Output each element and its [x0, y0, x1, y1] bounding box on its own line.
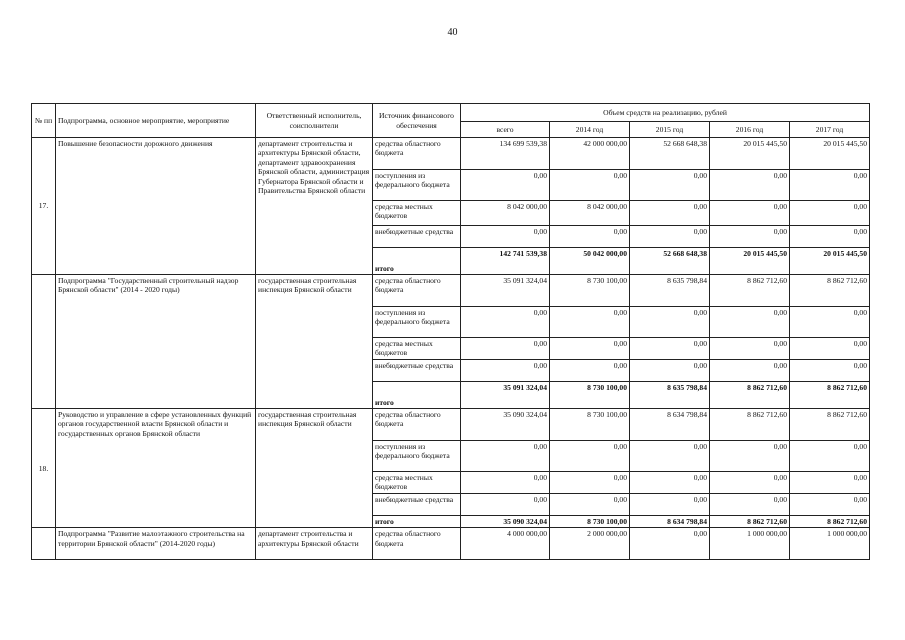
group-name: Подпрограмма "Государственный строительный надзор Брянской области" (2014 - 2020 годы): [56, 275, 256, 409]
value-y2016: 1 000 000,00: [710, 528, 790, 560]
value-total: 0,00: [461, 307, 550, 338]
value-y2015: 8 635 798,84: [630, 382, 710, 409]
value-y2015: 0,00: [630, 170, 710, 201]
value-y2014: 0,00: [550, 226, 630, 248]
value-y2014: 0,00: [550, 360, 630, 382]
source-cell: итого: [373, 516, 461, 528]
source-cell: средства областного бюджета: [373, 528, 461, 560]
header-name: Подпрограмма, основное мероприятие, мероприятие: [56, 104, 256, 138]
source-cell: средства областного бюджета: [373, 409, 461, 441]
value-y2014: 50 042 000,00: [550, 248, 630, 275]
value-y2017: 20 015 445,50: [790, 138, 870, 170]
value-total: 8 042 000,00: [461, 201, 550, 226]
page-number: 40: [447, 27, 458, 38]
value-y2017: 8 862 712,60: [790, 409, 870, 441]
value-y2016: 8 862 712,60: [710, 409, 790, 441]
value-total: 35 090 324,04: [461, 409, 550, 441]
value-y2017: 0,00: [790, 307, 870, 338]
value-y2015: 0,00: [630, 201, 710, 226]
value-y2016: 20 015 445,50: [710, 248, 790, 275]
group-number: [32, 528, 56, 560]
value-y2014: 8 730 100,00: [550, 409, 630, 441]
group-executor: государственная строительная инспекция Брянской области: [256, 409, 373, 528]
value-y2015: 0,00: [630, 338, 710, 360]
value-y2015: 8 634 798,84: [630, 516, 710, 528]
value-y2017: 8 862 712,60: [790, 275, 870, 307]
value-y2015: 0,00: [630, 494, 710, 516]
header-executor: Ответственный исполнитель, соисполнители: [256, 104, 373, 138]
value-y2014: 2 000 000,00: [550, 528, 630, 560]
value-y2016: 8 862 712,60: [710, 516, 790, 528]
value-y2017: 8 862 712,60: [790, 516, 870, 528]
source-cell: внебюджетные средства: [373, 494, 461, 516]
value-total: 35 091 324,04: [461, 382, 550, 409]
value-y2015: 52 668 648,38: [630, 138, 710, 170]
value-y2014: 8 042 000,00: [550, 201, 630, 226]
value-y2016: 0,00: [710, 360, 790, 382]
financing-table: [31, 103, 870, 560]
table-row: [32, 138, 870, 170]
source-cell: средства местных бюджетов: [373, 472, 461, 494]
group-number: 18.: [32, 409, 56, 528]
source-cell: итого: [373, 382, 461, 409]
source-cell: средства областного бюджета: [373, 275, 461, 307]
value-y2017: 1 000 000,00: [790, 528, 870, 560]
value-y2014: 8 730 100,00: [550, 516, 630, 528]
value-total: 0,00: [461, 338, 550, 360]
value-y2015: 0,00: [630, 528, 710, 560]
value-y2015: 8 634 798,84: [630, 409, 710, 441]
table-row: [32, 409, 870, 441]
value-y2015: 0,00: [630, 472, 710, 494]
value-y2015: 0,00: [630, 307, 710, 338]
source-cell: внебюджетные средства: [373, 226, 461, 248]
value-y2016: 0,00: [710, 307, 790, 338]
value-y2017: 0,00: [790, 472, 870, 494]
header-volume: Объем средств на реализацию, рублей: [461, 104, 870, 122]
value-y2014: 8 730 100,00: [550, 275, 630, 307]
source-cell: поступления из федерального бюджета: [373, 170, 461, 201]
header-total: всего: [461, 122, 550, 138]
value-y2015: 8 635 798,84: [630, 275, 710, 307]
value-y2016: 0,00: [710, 472, 790, 494]
value-y2014: 0,00: [550, 441, 630, 472]
value-y2016: 0,00: [710, 201, 790, 226]
header-2014: 2014 год: [550, 122, 630, 138]
header-2015: 2015 год: [630, 122, 710, 138]
value-total: 0,00: [461, 494, 550, 516]
header-num: № пп: [32, 104, 56, 138]
value-y2014: 42 000 000,00: [550, 138, 630, 170]
value-y2015: 52 668 648,38: [630, 248, 710, 275]
source-cell: итого: [373, 248, 461, 275]
value-y2015: 0,00: [630, 360, 710, 382]
header-2016: 2016 год: [710, 122, 790, 138]
value-y2015: 0,00: [630, 226, 710, 248]
value-y2016: 0,00: [710, 170, 790, 201]
value-y2014: 8 730 100,00: [550, 382, 630, 409]
value-y2016: 0,00: [710, 441, 790, 472]
value-y2014: 0,00: [550, 338, 630, 360]
value-y2015: 0,00: [630, 441, 710, 472]
value-y2016: 0,00: [710, 338, 790, 360]
group-executor: департамент строительства и архитектуры Брянской области: [256, 528, 373, 560]
source-cell: средства областного бюджета: [373, 138, 461, 170]
value-total: 142 741 539,38: [461, 248, 550, 275]
table-row: [32, 528, 870, 560]
value-y2014: 0,00: [550, 494, 630, 516]
value-y2017: 0,00: [790, 494, 870, 516]
value-y2017: 8 862 712,60: [790, 382, 870, 409]
group-name: Руководство и управление в сфере установленных функций органов государственной власти Брянской области и государственных органов Брянской области: [56, 409, 256, 528]
group-number: [32, 275, 56, 409]
group-name: Повышение безопасности дорожного движения: [56, 138, 256, 275]
value-y2017: 0,00: [790, 201, 870, 226]
value-y2017: 0,00: [790, 338, 870, 360]
value-y2014: 0,00: [550, 307, 630, 338]
value-total: 0,00: [461, 472, 550, 494]
value-y2014: 0,00: [550, 170, 630, 201]
value-total: 4 000 000,00: [461, 528, 550, 560]
value-total: 35 090 324,04: [461, 516, 550, 528]
value-y2016: 8 862 712,60: [710, 382, 790, 409]
value-total: 0,00: [461, 170, 550, 201]
value-y2016: 0,00: [710, 226, 790, 248]
table-row: [32, 275, 870, 307]
value-y2016: 20 015 445,50: [710, 138, 790, 170]
header-2017: 2017 год: [790, 122, 870, 138]
value-y2017: 0,00: [790, 441, 870, 472]
value-y2016: 8 862 712,60: [710, 275, 790, 307]
value-y2017: 20 015 445,50: [790, 248, 870, 275]
group-executor: государственная строительная инспекция Брянской области: [256, 275, 373, 409]
source-cell: внебюджетные средства: [373, 360, 461, 382]
value-y2016: 0,00: [710, 494, 790, 516]
source-cell: средства местных бюджетов: [373, 201, 461, 226]
source-cell: поступления из федерального бюджета: [373, 307, 461, 338]
source-cell: поступления из федерального бюджета: [373, 441, 461, 472]
value-total: 134 699 539,38: [461, 138, 550, 170]
group-number: 17.: [32, 138, 56, 275]
value-y2017: 0,00: [790, 170, 870, 201]
value-total: 0,00: [461, 441, 550, 472]
value-y2014: 0,00: [550, 472, 630, 494]
group-executor: департамент строительства и архитектуры Брянской области, департамент здравоохранения Брянской области, администрация Губернатора Брянской области и Правительства Брянской области: [256, 138, 373, 275]
value-y2017: 0,00: [790, 226, 870, 248]
value-total: 0,00: [461, 360, 550, 382]
group-name: Подпрограмма "Развитие малоэтажного строительства на территории Брянской области" (2014-2020 годы): [56, 528, 256, 560]
value-y2017: 0,00: [790, 360, 870, 382]
value-total: 35 091 324,04: [461, 275, 550, 307]
source-cell: средства местных бюджетов: [373, 338, 461, 360]
header-source: Источник финансового обеспечения: [373, 104, 461, 138]
value-total: 0,00: [461, 226, 550, 248]
